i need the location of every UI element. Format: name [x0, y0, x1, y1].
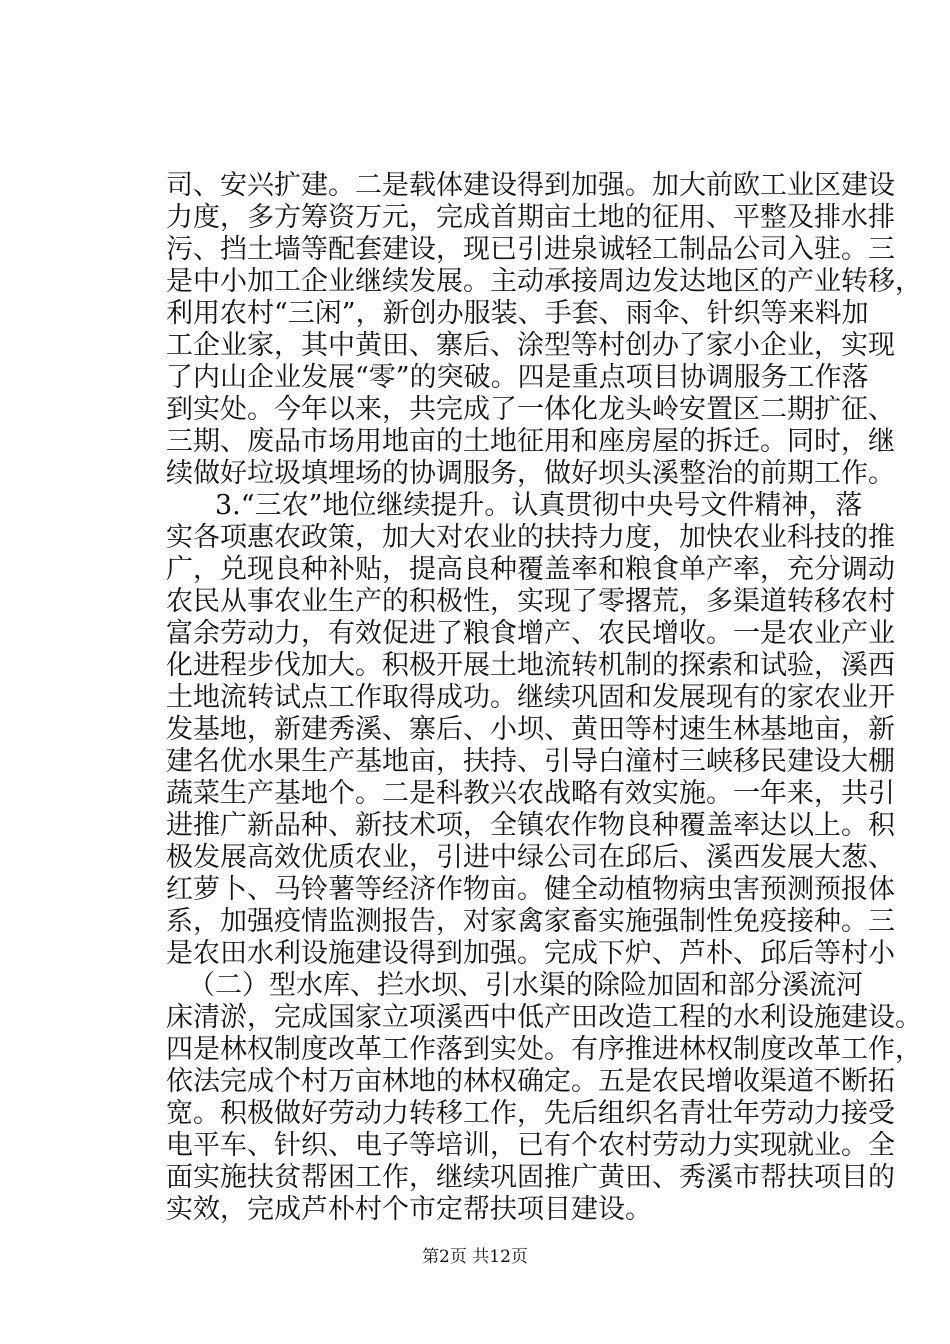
text-line: 极发展高效优质农业，引进中绿公司在邱后、溪西发展大葱、	[166, 842, 895, 873]
text-line: 红萝卜、马铃薯等经济作物亩。健全动植物病虫害预测预报体	[166, 874, 895, 905]
text-line: 发基地，新建秀溪、寨后、小坝、黄田等村速生林基地亩，新	[166, 714, 895, 745]
text-line: 利用农村“三闲”，新创办服装、手套、雨伞、针织等来料加	[166, 298, 869, 329]
text-line: 宽。积极做好劳动力转移工作，先后组织名青壮年劳动力接受	[166, 1098, 895, 1129]
text-line: 农民从事农业生产的积极性，实现了零撂荒，多渠道转移农村	[166, 586, 895, 617]
text-line: 司、安兴扩建。二是载体建设得到加强。加大前欧工业区建设	[166, 170, 895, 201]
text-line: 三期、废品市场用地亩的土地征用和座房屋的拆迁。同时，继	[166, 426, 895, 457]
text-line: 床清淤，完成国家立项溪西中低产田改造工程的水利设施建设。	[166, 1002, 922, 1033]
text-line: （二）型水库、拦水坝、引水渠的除险加固和部分溪流河	[188, 970, 863, 1001]
text-line: 3.“三农”地位继续提升。认真贯彻中央号文件精神，落	[188, 490, 863, 521]
text-line: 建名优水果生产基地亩，扶持、引导白潼村三峡移民建设大棚	[166, 746, 895, 777]
text-line: 四是林权制度改革工作落到实处。有序推进林权制度改革工作，	[166, 1034, 922, 1065]
text-line: 进推广新品种、新技术项，全镇农作物良种覆盖率达以上。积	[166, 810, 895, 841]
body-text	[166, 170, 922, 1226]
text-line: 到实处。今年以来，共完成了一体化龙头岭安置区二期扩征、	[166, 394, 895, 425]
text-line: 依法完成个村万亩林地的林权确定。五是农民增收渠道不断拓	[166, 1066, 895, 1097]
text-line: 蔬菜生产基地个。二是科教兴农战略有效实施。一年来，共引	[166, 778, 895, 809]
text-line: 续做好垃圾填埋场的协调服务，做好坝头溪整治的前期工作。	[166, 458, 895, 489]
text-line: 系，加强疫情监测报告，对家禽家畜实施强制性免疫接种。三	[166, 906, 895, 937]
text-line: 实效，完成芦朴村个市定帮扶项目建设。	[166, 1194, 652, 1225]
text-line: 是农田水利设施建设得到加强。完成下炉、芦朴、邱后等村小	[166, 938, 895, 969]
text-line: 工企业家，其中黄田、寨后、涂型等村创办了家小企业，实现	[166, 330, 895, 361]
text-line: 富余劳动力，有效促进了粮食增产、农民增收。一是农业产业	[166, 618, 895, 649]
text-line: 是中小加工企业继续发展。主动承接周边发达地区的产业转移，	[166, 266, 922, 297]
text-line: 力度，多方筹资万元，完成首期亩土地的征用、平整及排水排	[166, 202, 895, 233]
text-line: 污、挡土墙等配套建设，现已引进泉诚轻工制品公司入驻。三	[166, 234, 895, 265]
text-line: 土地流转试点工作取得成功。继续巩固和发展现有的家农业开	[166, 682, 895, 713]
text-line: 了内山企业发展“零”的突破。四是重点项目协调服务工作落	[166, 362, 869, 393]
text-line: 广，兑现良种补贴，提高良种覆盖率和粮食单产率，充分调动	[166, 554, 895, 585]
text-line: 化进程步伐加大。积极开展土地流转机制的探索和试验，溪西	[166, 650, 895, 681]
page-footer: 第2页 共12页	[422, 1247, 528, 1267]
text-line: 电平车、针织、电子等培训，已有个农村劳动力实现就业。全	[166, 1130, 895, 1161]
text-line: 面实施扶贫帮困工作，继续巩固推广黄田、秀溪市帮扶项目的	[166, 1162, 895, 1193]
text-line: 实各项惠农政策，加大对农业的扶持力度，加快农业科技的推	[166, 522, 895, 553]
